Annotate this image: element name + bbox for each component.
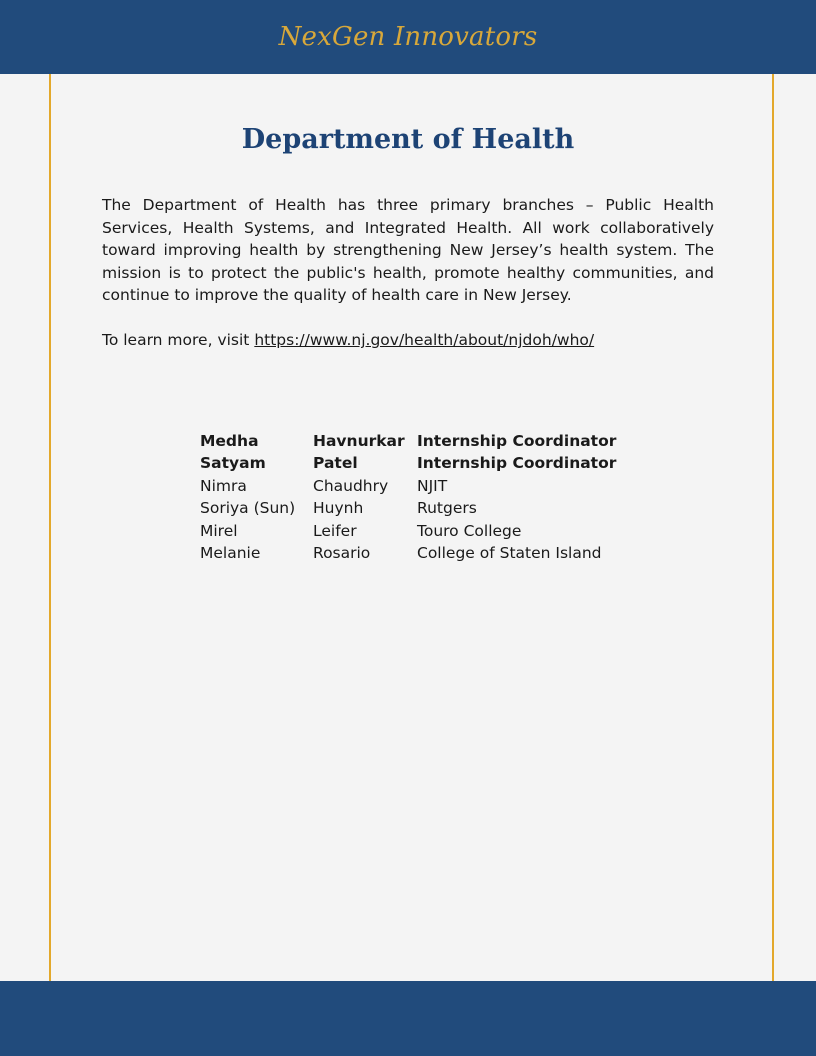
first-name-cell: Medha: [200, 432, 259, 450]
role-cell: Touro College: [417, 521, 522, 540]
header-bar: [0, 0, 816, 74]
learn-more-line: [102, 329, 594, 352]
roster-row: [200, 542, 616, 564]
roster-row: [200, 497, 616, 519]
roster-row: [200, 520, 616, 542]
right-gold-rule: [772, 74, 774, 981]
page-title: Department of Health: [241, 124, 575, 155]
last-name-cell: Huynh: [313, 499, 364, 518]
last-name-cell: Rosario: [313, 544, 371, 563]
role-cell: Rutgers: [417, 499, 477, 518]
last-name-cell: Leifer: [313, 521, 357, 540]
first-name-cell: Melanie: [200, 544, 261, 563]
role-cell: NJIT: [417, 476, 448, 495]
first-name-cell: Nimra: [200, 476, 247, 495]
roster-row: [200, 452, 616, 474]
first-name-cell: Soriya (Sun): [200, 499, 296, 518]
roster-table: [200, 430, 616, 564]
last-name-cell: Havnurkar: [313, 432, 405, 450]
last-name-cell: Chaudhry: [313, 476, 389, 495]
brand-title: NexGen Innovators: [278, 22, 538, 52]
role-cell: College of Staten Island: [417, 544, 602, 563]
left-gold-rule: [49, 74, 51, 981]
footer-bar: [0, 981, 816, 1056]
roster-row: [200, 475, 616, 497]
first-name-cell: Satyam: [200, 454, 266, 473]
roster-row: [200, 430, 616, 452]
intro-paragraph: The Department of Health has three primary branches – Public Health Services, Health Systems, and Integrated Health. All work collaboratively toward improving health by strengthening New Jersey’s health system. The mission is to protect the public's health, promote healthy communities, and continue to improve the quality of health care in New Jersey.: [102, 196, 714, 305]
first-name-cell: Mirel: [200, 521, 238, 540]
role-cell: Internship Coordinator: [417, 454, 617, 473]
last-name-cell: Patel: [313, 454, 358, 473]
role-cell: Internship Coordinator: [417, 432, 617, 450]
learn-more-link[interactable]: https://www.nj.gov/health/about/njdoh/who/: [254, 331, 595, 349]
learn-more-prefix: To learn more, visit: [102, 331, 255, 349]
